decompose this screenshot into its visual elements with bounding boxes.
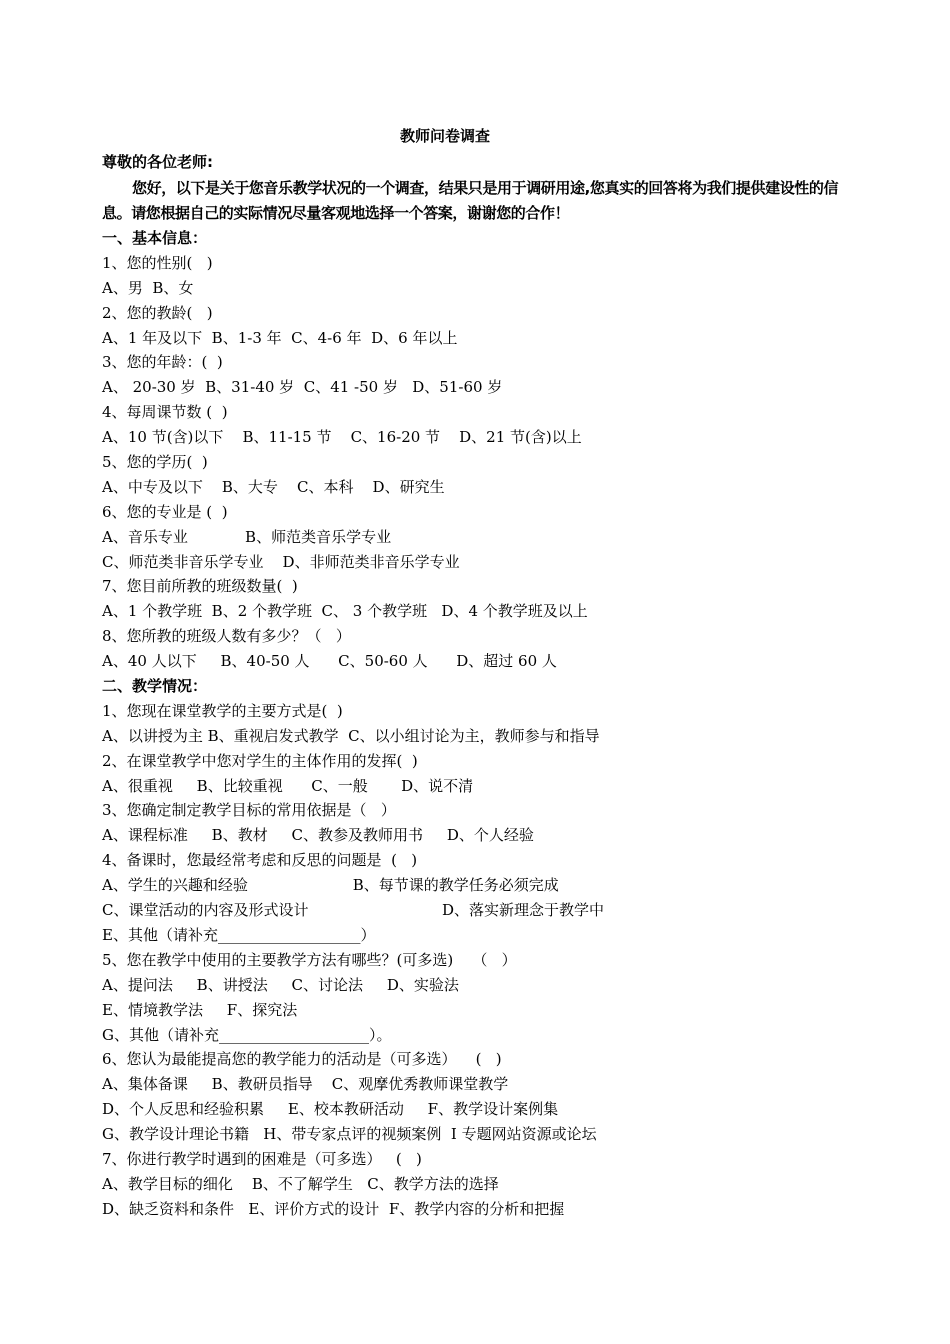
question-line: 4、备课时，您最经常考虑和反思的问题是 ( ) [102,851,418,870]
question-line: 6、您认为最能提高您的教学能力的活动是（可多选） ( ) [102,1050,502,1069]
options-line: A、课程标准 B、教材 C、教参及教师用书 D、个人经验 [102,826,534,845]
options-line: E、其他（请补充___________________） [102,925,376,944]
section-heading: 一、基本信息： [102,229,208,247]
question-line: 6、您的专业是 ( ) [102,502,228,521]
options-line: A、男 B、女 [102,278,194,297]
intro-paragraph: 您好，以下是关于您音乐教学状况的一个调查，结果只是用于调研用途,您真实的回答将为我们提供建设性的信息。请您根据自己的实际情况尽量客观地选择一个答案，谢谢您的合作！ [102,179,839,222]
options-line: C、课堂活动的内容及形式设计 D、落实新理念于教学中 [102,901,605,920]
options-line: G、教学设计理论书籍 H、带专家点评的视频案例 I 专题网站资源或论坛 [102,1125,597,1144]
question-line: 1、您的性别( ) [102,253,213,272]
options-line: A、1 年及以下 B、1-3 年 C、4-6 年 D、6 年以上 [102,328,458,347]
question-line: 3、您确定制定教学目标的常用依据是（ ） [102,801,396,820]
questionnaire-body [102,226,882,1222]
question-line: 5、您的学历( ) [102,453,208,472]
options-line: C、师范类非音乐学专业 D、非师范类非音乐学专业 [102,552,460,571]
options-line: E、情境教学法 F、探究法 [102,1000,298,1019]
options-line: A、以讲授为主 B、重视启发式教学 C、以小组讨论为主，教师参与和指导 [102,726,600,745]
greeting: 尊敬的各位老师: [102,153,213,171]
question-line: 3、您的年龄：( ) [102,353,223,372]
options-line: A、40 人以下 B、40-50 人 C、50-60 人 D、超过 60 人 [102,652,557,671]
question-line: 2、您的教龄( ) [102,303,213,322]
question-line: 7、您目前所教的班级数量( ) [102,577,298,596]
options-line: A、10 节(含)以下 B、11-15 节 C、16-20 节 D、21 节(含)以上 [102,428,582,447]
options-line: A、中专及以下 B、大专 C、本科 D、研究生 [102,477,445,496]
options-line: A、 20-30 岁 B、31-40 岁 C、41 -50 岁 D、51-60 岁 [102,378,503,397]
options-line: A、1 个教学班 B、2 个教学班 C、 3 个教学班 D、4 个教学班及以上 [102,602,588,621]
options-line: G、其他（请补充____________________）。 [102,1025,392,1044]
section-heading: 二、教学情况： [102,677,208,696]
options-line: D、个人反思和经验积累 E、校本教研活动 F、教学设计案例集 [102,1100,559,1119]
options-line: A、学生的兴趣和经验 B、每节课的教学任务必须完成 [102,876,559,895]
question-line: 8、您所教的班级人数有多少？（ ） [102,627,351,646]
question-line: 2、在课堂教学中您对学生的主体作用的发挥( ) [102,751,418,770]
question-line: 1、您现在课堂教学的主要方式是( ) [102,701,343,720]
question-line: 5、您在教学中使用的主要教学方法有哪些？(可多选) （ ） [102,950,517,969]
question-line: 4、每周课节数 ( ) [102,403,228,422]
options-line: A、教学目标的细化 B、不了解学生 C、教学方法的选择 [102,1174,499,1193]
options-line: A、集体备课 B、教研员指导 C、观摩优秀教师课堂教学 [102,1075,509,1094]
page-title: 教师问卷调查 [399,127,490,145]
question-line: 7、你进行教学时遇到的困难是（可多选） ( ) [102,1149,422,1168]
options-line: D、缺乏资料和条件 E、评价方式的设计 F、教学内容的分析和把握 [102,1199,565,1218]
options-line: A、提问法 B、讲授法 C、讨论法 D、实验法 [102,975,459,994]
options-line: A、音乐专业 B、师范类音乐学专业 [102,527,392,546]
options-line: A、很重视 B、比较重视 C、一般 D、说不清 [102,776,474,795]
